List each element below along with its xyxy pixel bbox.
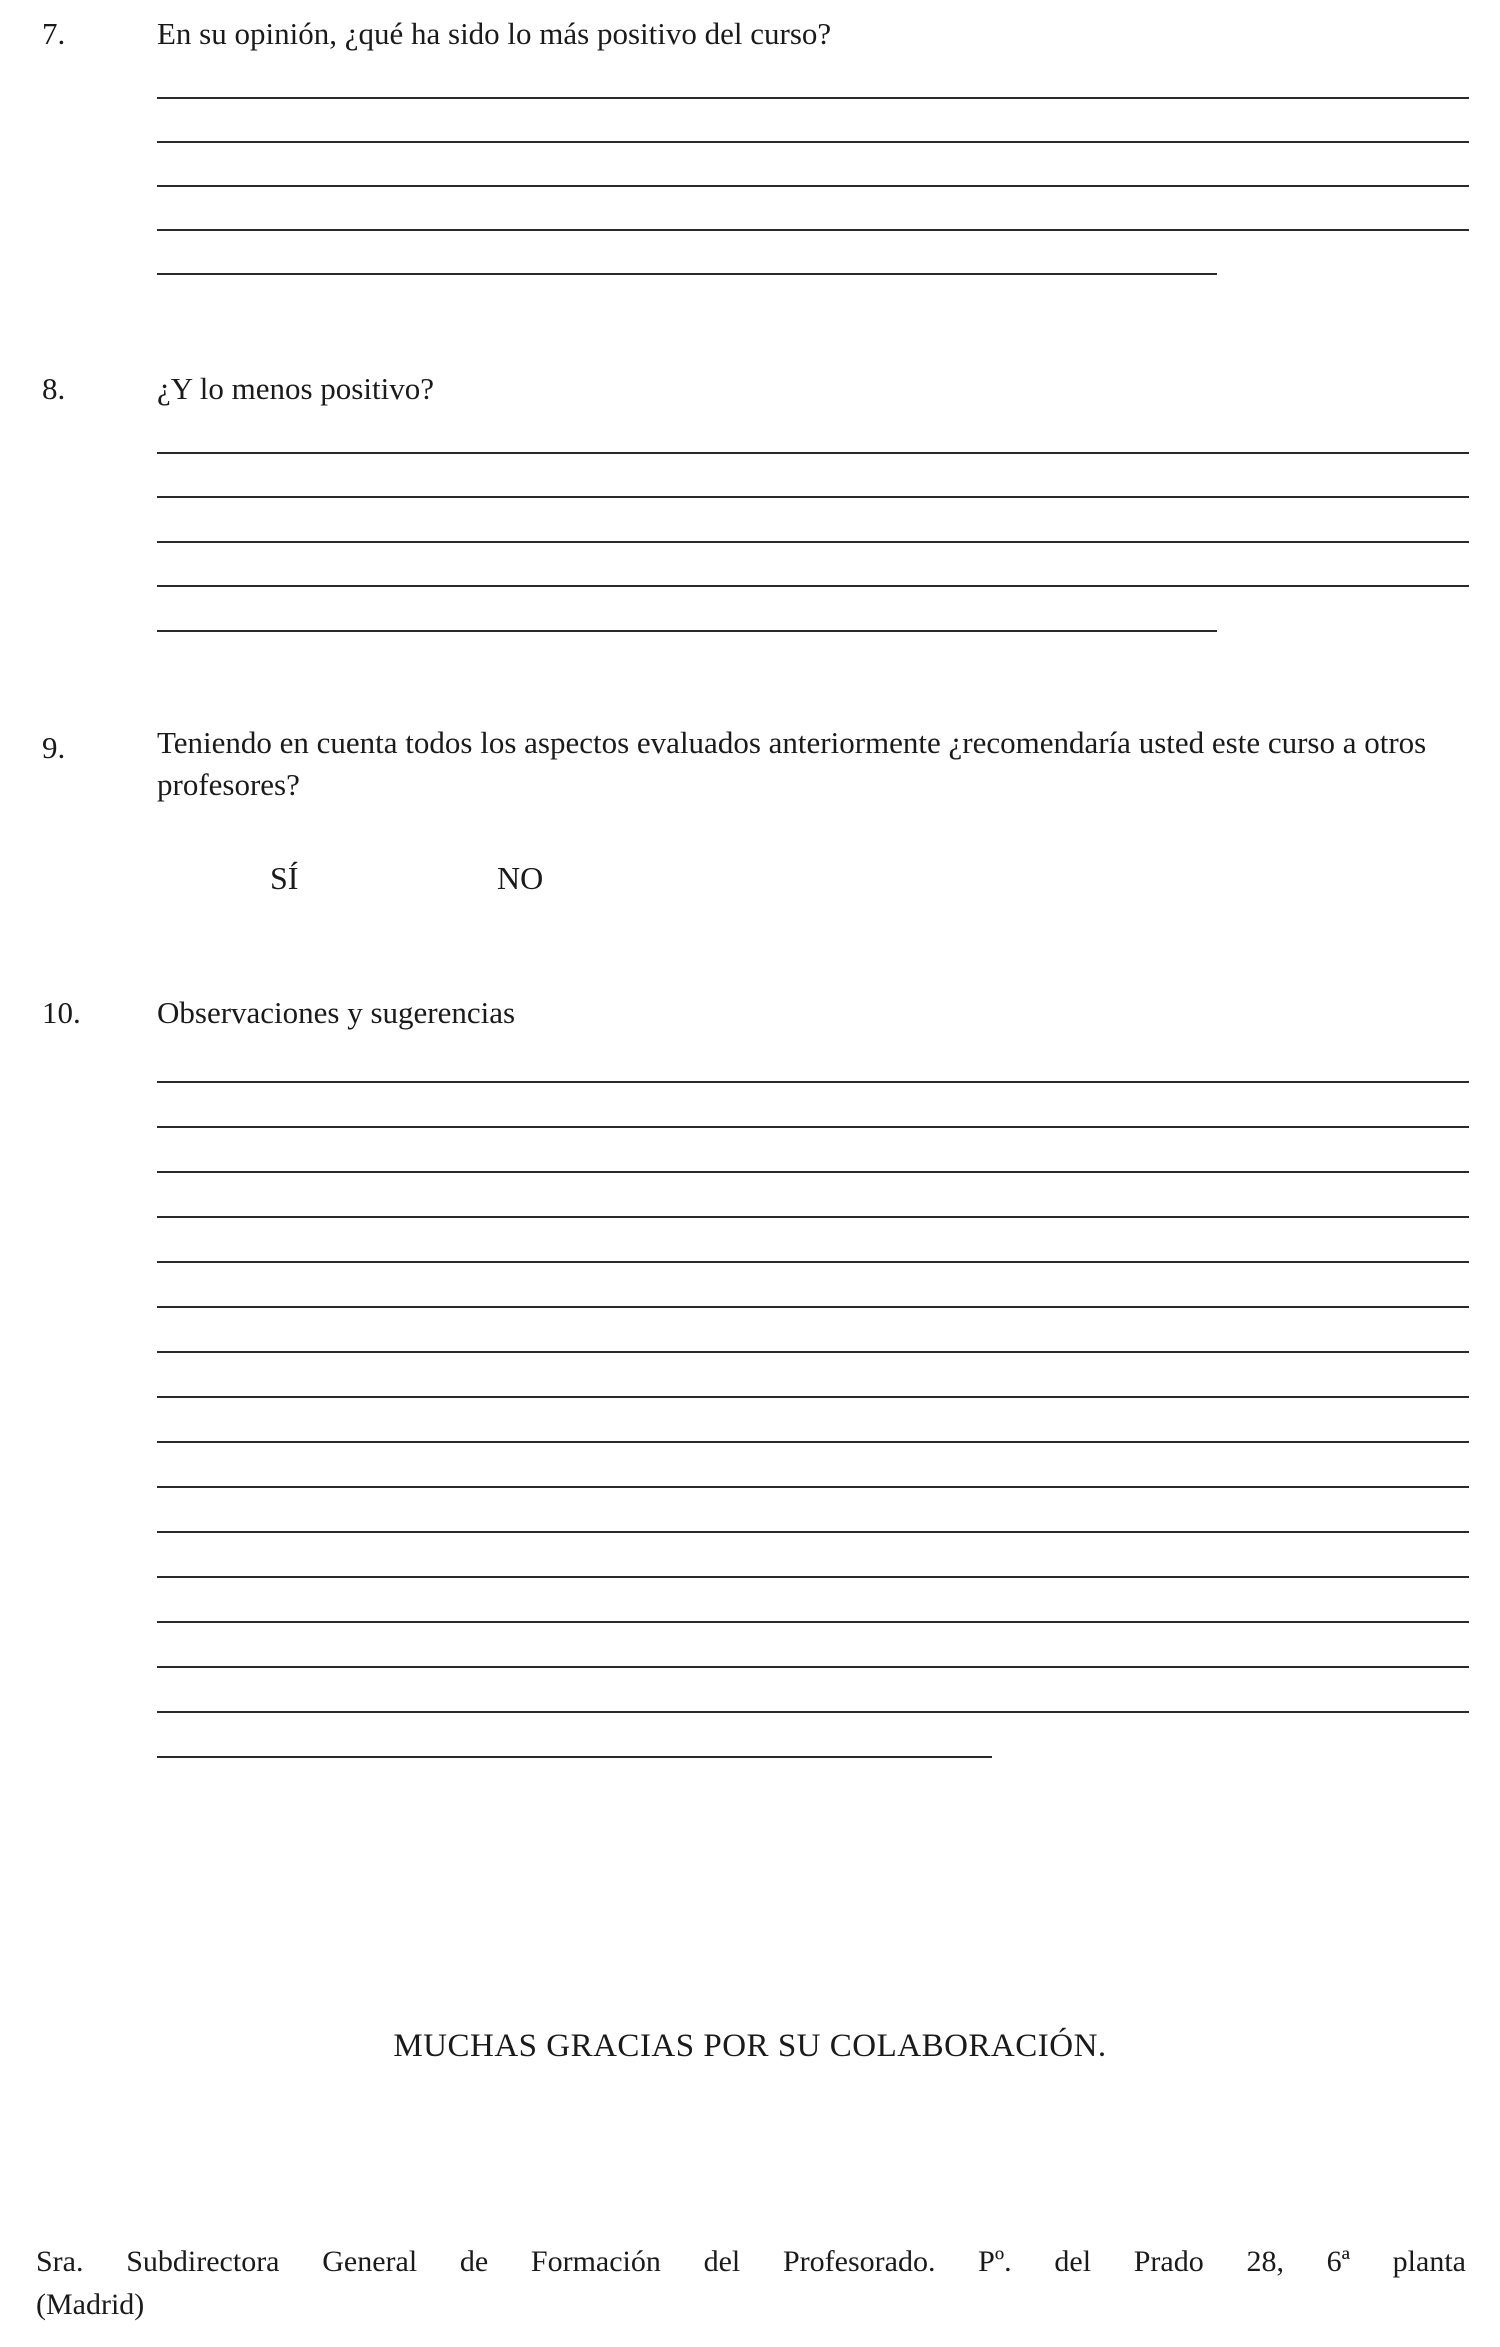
question-9-text: Teniendo en cuenta todos los aspectos evaluados anteriormente ¿recomendaría usted este curso a otros profesores? (157, 725, 1427, 802)
answer-line[interactable] (157, 1531, 1469, 1533)
answer-line[interactable] (157, 1666, 1469, 1668)
answer-line[interactable] (157, 452, 1469, 454)
question-10-text: Observaciones y sugerencias (157, 995, 516, 1030)
footer-city: (Madrid) (36, 2288, 145, 2321)
answer-line[interactable] (157, 1441, 1469, 1443)
answer-line[interactable] (157, 1576, 1469, 1578)
answer-line[interactable] (157, 541, 1469, 543)
question-8-text: ¿Y lo menos positivo? (157, 371, 434, 406)
answer-line[interactable] (157, 1486, 1469, 1488)
question-8-number: 8. (42, 371, 66, 406)
answer-line[interactable] (157, 1756, 992, 1758)
answer-line[interactable] (157, 1216, 1469, 1218)
answer-line[interactable] (157, 1306, 1469, 1308)
option-no[interactable]: NO (497, 860, 544, 896)
question-9-number: 9. (42, 730, 66, 765)
option-yes[interactable]: SÍ (270, 860, 299, 896)
question-7-number: 7. (42, 16, 66, 51)
answer-line[interactable] (157, 1081, 1469, 1083)
answer-line[interactable] (157, 185, 1469, 187)
answer-line[interactable] (157, 229, 1469, 231)
answer-line[interactable] (157, 496, 1469, 498)
answer-line[interactable] (157, 1396, 1469, 1398)
answer-line[interactable] (157, 1621, 1469, 1623)
question-10-number: 10. (42, 995, 81, 1030)
answer-line[interactable] (157, 141, 1469, 143)
answer-line[interactable] (157, 1171, 1469, 1173)
question-7-text: En su opinión, ¿qué ha sido lo más positivo del curso? (157, 16, 832, 51)
answer-line[interactable] (157, 1351, 1469, 1353)
answer-line[interactable] (157, 1126, 1469, 1128)
answer-line[interactable] (157, 1711, 1469, 1713)
answer-line[interactable] (157, 273, 1217, 275)
answer-line[interactable] (157, 585, 1469, 587)
answer-line[interactable] (157, 1261, 1469, 1263)
answer-line[interactable] (157, 97, 1469, 99)
closing-thanks: MUCHAS GRACIAS POR SU COLABORACIÓN. (393, 2028, 1107, 2064)
footer-address: Sra. Subdirectora General de Formación del Profesorado. Pº. del Prado 28, 6ª planta (36, 2245, 1466, 2278)
answer-line[interactable] (157, 630, 1217, 632)
